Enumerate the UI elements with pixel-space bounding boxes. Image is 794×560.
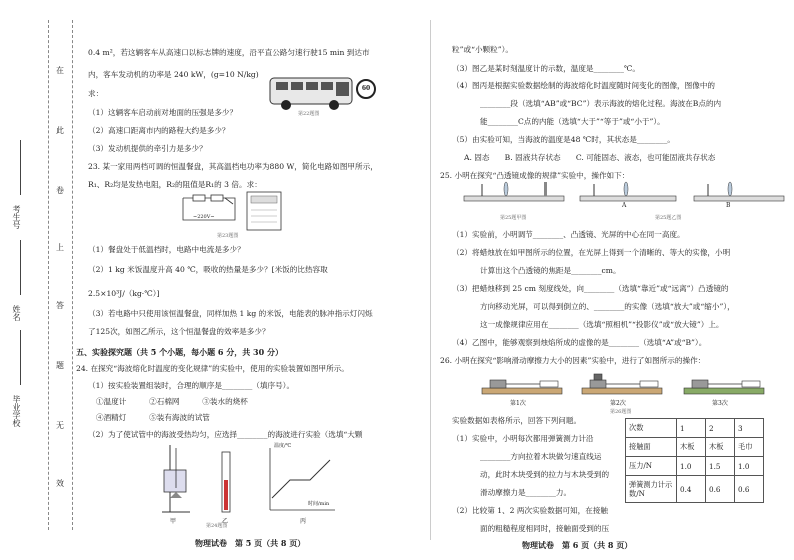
lens-mark: B — [726, 202, 731, 209]
question-text: 26. 小明在探究“影响滑动摩擦力大小的因素”实验中，进行了如图所示的操作： — [440, 356, 706, 365]
table-cell: 1.5 — [706, 457, 735, 476]
melting-caption: 第24题图 — [206, 523, 228, 529]
question-text: ________段（选填“AB”或“BC”）表示海波的熔化过程。海波在B点的内 — [480, 99, 722, 108]
question-text: （4）乙图中，能够观察到烛焰所成的虚像的是________（选填“A”或“B”）。 — [452, 338, 707, 347]
table-cell: 压力/N — [626, 457, 677, 476]
question-text: 滑动摩擦力是________力。 — [480, 488, 572, 497]
table-row — [626, 438, 764, 457]
page-divider — [430, 20, 431, 540]
friction-caption: 第26题图 — [610, 409, 632, 415]
friction-figure — [480, 368, 770, 408]
bus-figure — [268, 72, 378, 120]
name-label: 姓名 — [12, 305, 21, 321]
friction-trial-label: 第1次 — [510, 400, 526, 407]
seal-word: 在 — [56, 66, 64, 75]
student-id-line[interactable] — [20, 140, 21, 195]
question-text: （4）图丙是根据实验数据绘制的海波熔化时温度随时间变化的图像，图像中的 — [452, 81, 716, 90]
speed-sign-value: 60 — [361, 85, 371, 92]
lens-mark: A — [622, 202, 627, 209]
question-text: 动，此时木块受到的拉力与木块受到的 — [480, 470, 610, 479]
question-text: （2）将蜡烛放在如甲图所示的位置，在光屏上得到一个清晰的、等大的实像，小明 — [452, 248, 731, 257]
table-cell: 0.6 — [735, 476, 764, 503]
circuit-figure — [175, 190, 285, 240]
question-text: R₁、R₂均是发热电阻，R₂的阻值是R₁的 3 倍。求： — [88, 180, 262, 189]
question-text: （3）把蜡烛移到 25 cm 刻度线处，向________（选填“靠近”或“远离”）凸透镜的 — [452, 284, 729, 293]
melting-graph-ylabel: 温度/℃ — [274, 443, 292, 449]
question-text: （2）比较第 1、2 两次实验数据可知，在接触 — [452, 506, 609, 515]
question-text: 这一成像规律应用在________（选填“照相机”“投影仪”或“放大镜”）上。 — [480, 320, 724, 329]
question-text: ④酒精灯 ⑤装有海波的试管 — [96, 413, 210, 422]
melting-graph-xlabel: 时间/min — [308, 501, 330, 507]
question-text: （2）高速口距离市内的路程大约是多少？ — [88, 126, 230, 135]
friction-trial-label: 第3次 — [712, 400, 728, 407]
friction-trial-label: 第2次 — [610, 400, 626, 407]
table-cell: 1.0 — [735, 457, 764, 476]
table-row — [626, 457, 764, 476]
question-text: （1）这辆客车启动前对地面的压强是多少？ — [88, 108, 238, 117]
question-text: 方向移动光屏，可以得到倒立的、________的实像（选填“放大”或“缩小”）， — [480, 302, 735, 311]
table-cell: 0.6 — [706, 476, 735, 503]
question-text: 求： — [88, 89, 104, 98]
question-text: （1）餐盘处于低温档时，电路中电流是多少？ — [88, 245, 245, 254]
question-text: ①温度计 ②石棉网 ③装水的烧杯 — [96, 397, 248, 406]
question-text: 内，客车发动机的功率是 240 kW，(g=10 N/kg) — [88, 70, 259, 79]
table-cell: 弹簧测力计示数/N — [626, 476, 677, 503]
melting-fig-label: 甲 — [170, 518, 177, 525]
seal-word: 上 — [56, 243, 64, 252]
melting-fig-label: 丙 — [300, 518, 307, 525]
table-cell: 木板 — [706, 438, 735, 457]
question-text: （5）由实验可知，当海波的温度是48 ℃时，其状态是________。 — [452, 135, 675, 144]
question-text: A. 固态 B. 固液共存状态 C. 可能固态、液态，也可能固液共存状态 — [464, 153, 716, 162]
question-text: （1）实验中，小明每次都用弹簧测力计沿 — [452, 434, 594, 443]
table-header-cell: 3 — [735, 419, 764, 438]
question-text: 25. 小明在探究“凸透镜成像的规律”实验中，操作如下： — [440, 171, 630, 180]
table-row — [626, 476, 764, 503]
circuit-caption: 第23题图 — [217, 233, 239, 239]
page-footer-right: 物理试卷 第 6 页（共 8 页） — [522, 540, 633, 550]
seal-word: 此 — [56, 126, 64, 135]
question-text: （1）实验前，小明调节________、凸透镜、光屏的中心在同一高度。 — [452, 230, 685, 239]
friction-data-table — [625, 418, 764, 503]
question-text: 粒”或“小颗粒”）。 — [452, 45, 514, 54]
question-text: （2）1 kg 米饭温度升高 40 ℃，吸收的热量是多少？[米饭的比热容取 — [88, 265, 328, 274]
question-text: 2.5×10³J/（kg·℃）] — [88, 289, 160, 298]
table-header-cell: 次数 — [626, 419, 677, 438]
table-cell: 毛巾 — [735, 438, 764, 457]
question-text: 实验数据如表格所示，回答下列问题。 — [452, 416, 582, 425]
melting-fig-label: 乙 — [222, 518, 229, 525]
question-text: （3）发动机提供的牵引力是多少？ — [88, 144, 207, 153]
school-label: 毕业学校 — [12, 395, 21, 427]
bus-image — [268, 72, 378, 120]
lens-figure — [462, 176, 787, 212]
melting-figure — [140, 440, 340, 530]
name-line[interactable] — [20, 240, 21, 295]
seal-line-right — [72, 20, 73, 530]
table-row — [626, 419, 764, 438]
school-line[interactable] — [20, 330, 21, 385]
question-text: （1）按实验装置组装时，合理的顺序是________（填序号）。 — [88, 381, 295, 390]
question-text: （3）图乙是某时刻温度计的示数，温度是________℃。 — [452, 64, 640, 73]
seal-word: 卷 — [56, 186, 64, 195]
table-cell: 接触面 — [626, 438, 677, 457]
seal-word: 题 — [56, 361, 64, 370]
student-id-label: 考生号 — [12, 205, 21, 229]
question-text: 24. 在探究“海波熔化时温度的变化规律”的实验中，使用的实验装置如图甲所示。 — [76, 364, 349, 373]
table-header-cell: 1 — [677, 419, 706, 438]
table-cell: 1.0 — [677, 457, 706, 476]
table-header-cell: 2 — [706, 419, 735, 438]
page-footer-left: 物理试卷 第 5 页（共 8 页） — [195, 538, 306, 548]
question-text: （3）若电路中只使用该恒温餐盘，同样加热 1 kg 的米饭，电能表的脉冲指示灯闪烁 — [88, 309, 373, 318]
question-text: 能________C点的内能（选填“大于”“等于”或“小于”）。 — [480, 117, 665, 126]
lens-caption: 第25题甲图 — [500, 215, 527, 221]
question-text: 0.4 m²，若这辆客车从高速口以标志牌的速度，沿平直公路匀速行驶15 min 到达市 — [88, 48, 370, 57]
seal-word: 无 — [56, 421, 64, 430]
question-text: 23. 某一家用两档可调的恒温餐盘，其高温档电功率为880 W，简化电路如图甲所示， — [88, 162, 378, 171]
lens-caption: 第25题乙图 — [655, 215, 682, 221]
seal-word: 答 — [56, 301, 64, 310]
question-text: 了125次，如图乙所示，这个恒温餐盘的效率是多少？ — [88, 327, 270, 336]
table-cell: 木板 — [677, 438, 706, 457]
table-cell: 0.4 — [677, 476, 706, 503]
seal-word: 效 — [56, 479, 64, 488]
bus-caption: 第22题图 — [298, 111, 320, 117]
question-text: （2）为了使试管中的海波受热均匀，应选择________的海波进行实验（选填“大颗 — [88, 430, 363, 439]
question-text: ________方向拉着木块做匀速直线运 — [480, 452, 602, 461]
seal-line-left — [48, 20, 49, 530]
question-text: 计算出这个凸透镜的焦距是________cm。 — [480, 266, 621, 275]
question-text: 面的粗糙程度相同时，接触面受到的压 — [480, 524, 610, 533]
section-heading: 五、实验探究题（共 5 个小题，每小题 6 分，共 30 分） — [76, 347, 283, 357]
circuit-voltage-label: ~220V~ — [193, 214, 215, 220]
